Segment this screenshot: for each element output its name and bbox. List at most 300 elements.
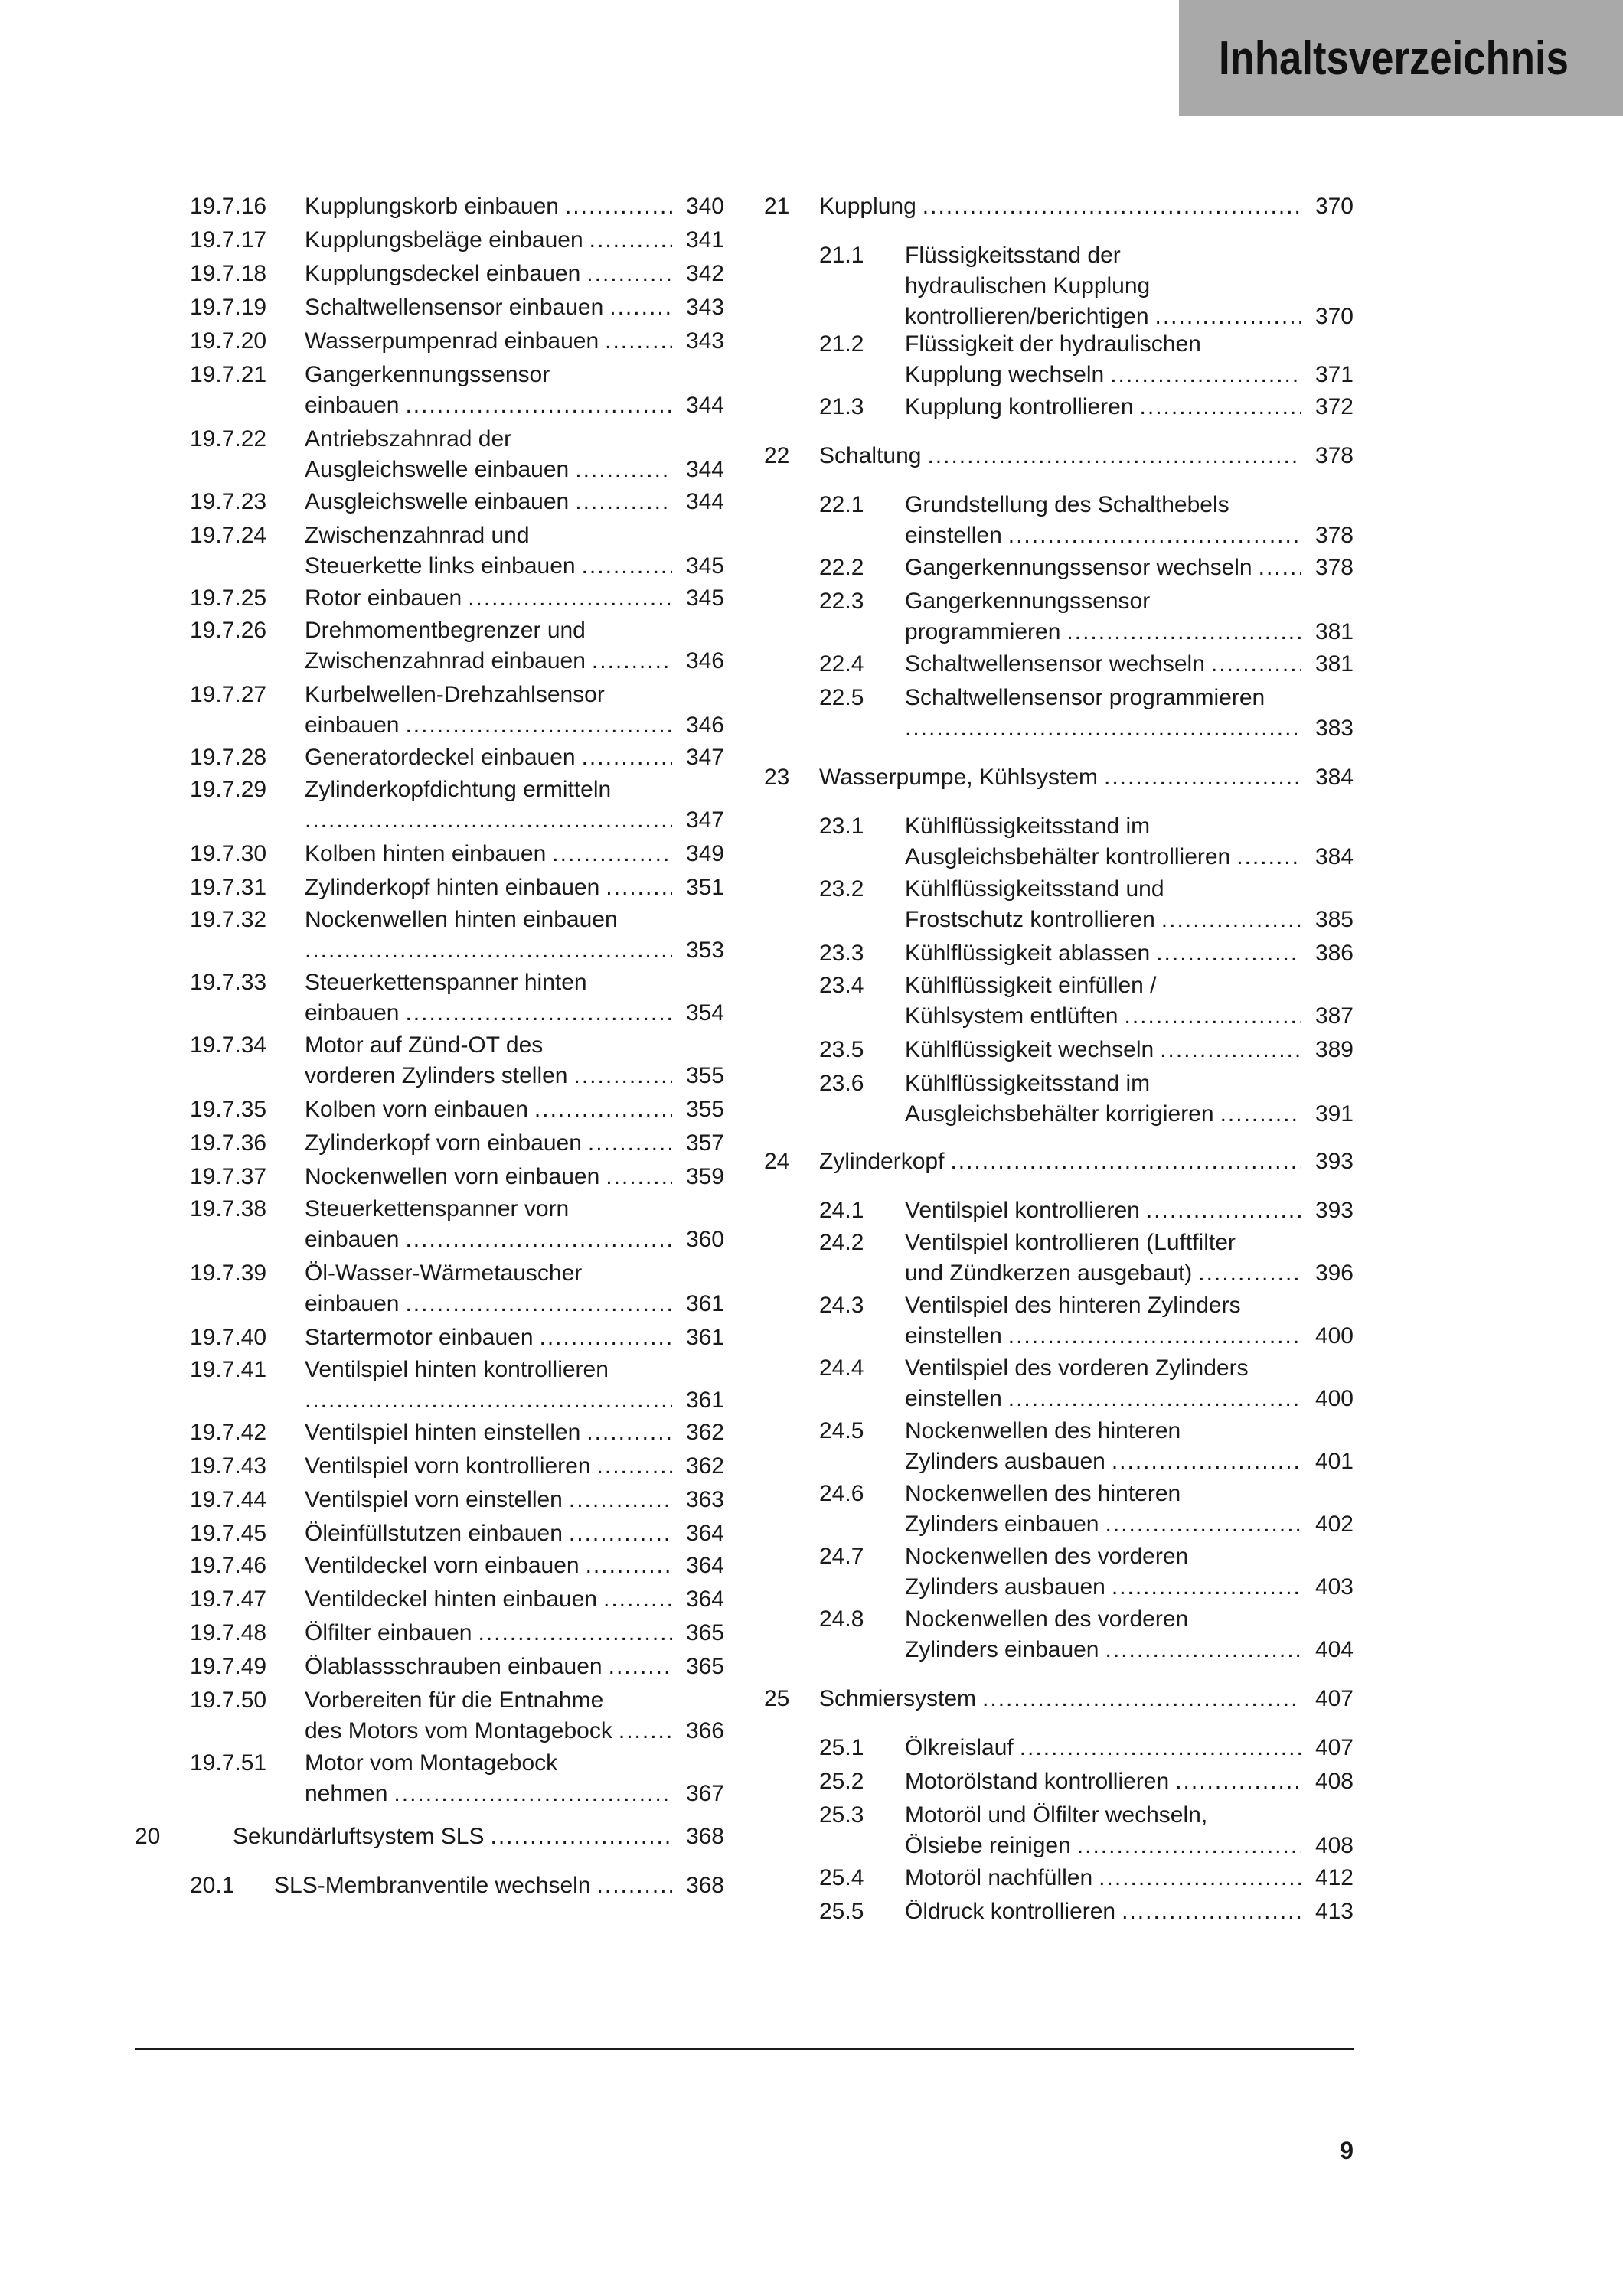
toc-entry-page: 368 — [685, 1824, 724, 1849]
toc-entry-number: 19.7.29 — [190, 777, 267, 802]
toc-leader-dots — [1112, 1446, 1301, 1477]
toc-entry-page: 386 — [1314, 941, 1354, 966]
toc-entry-page: 412 — [1314, 1865, 1354, 1890]
toc-entry-title-block — [305, 1485, 724, 1515]
toc-entry-title-block — [305, 1748, 724, 1809]
toc-entry-page: 367 — [685, 1781, 724, 1806]
toc-entry-line — [305, 1162, 724, 1192]
toc-entry-line — [305, 710, 724, 741]
toc-leader-dots — [1110, 360, 1301, 390]
toc-entry-title: Steuerkettenspanner vorn — [305, 1196, 570, 1221]
toc-entry-line — [305, 326, 724, 357]
toc-entry-title: Kühlflüssigkeit wechseln — [905, 1037, 1154, 1062]
toc-leader-dots — [927, 441, 1301, 471]
toc-entry-title: einbauen — [305, 393, 400, 418]
toc-entry-number: 22.5 — [819, 685, 864, 710]
toc-entry-number: 19.7.49 — [190, 1654, 267, 1679]
toc-entry-number: 21.1 — [819, 243, 864, 268]
toc-leader-dots — [565, 191, 672, 222]
toc-entry-line — [305, 1779, 724, 1809]
toc-entry-title-block — [905, 874, 1354, 935]
toc-leader-dots — [597, 1870, 672, 1901]
toc-entry-title-block — [305, 1584, 724, 1615]
toc-entry-title-block — [305, 905, 724, 966]
toc-leader-dots — [534, 1094, 672, 1125]
toc-entry-title-block — [905, 1541, 1354, 1603]
toc-entry-title: Generatordeckel einbauen — [305, 745, 576, 770]
toc-entry-line — [305, 390, 724, 421]
toc-entry-number: 22.2 — [819, 555, 864, 580]
toc-entry-page: 360 — [685, 1227, 724, 1252]
toc-leader-dots — [394, 1779, 672, 1809]
toc-entry-page: 345 — [685, 585, 724, 611]
toc-entry-title: Wasserpumpe, Kühlsystem — [819, 765, 1099, 790]
toc-entry-title: Ausgleichsbehälter kontrollieren — [905, 844, 1231, 869]
toc-leader-dots — [1077, 1831, 1301, 1861]
toc-entry-number: 19.7.47 — [190, 1587, 267, 1612]
toc-entry-line — [305, 615, 724, 646]
toc-entry-line — [905, 1863, 1354, 1893]
toc-entry-line — [305, 1194, 724, 1225]
toc-entry-title-block — [305, 292, 724, 323]
toc-entry-page: 343 — [685, 328, 724, 354]
toc-entry-number: 19.7.45 — [190, 1521, 267, 1546]
toc-entry-line — [905, 1321, 1354, 1352]
toc-entry-title: einstellen — [905, 1323, 1002, 1349]
toc-entry-page: 362 — [685, 1420, 724, 1445]
toc-entry-title-block — [905, 683, 1354, 744]
toc-entry-title-block — [305, 424, 724, 485]
toc-entry-page: 345 — [685, 553, 724, 579]
toc-entry-line — [905, 1001, 1354, 1032]
toc-entry-title-block — [905, 1604, 1354, 1665]
footer-rule — [135, 2048, 1354, 2050]
toc-entry-page: 384 — [1314, 844, 1354, 869]
toc-entry-page: 361 — [685, 1291, 724, 1316]
toc-entry-title-block — [305, 1128, 724, 1159]
toc-entry-line — [305, 259, 724, 289]
toc-entry-line — [305, 967, 724, 998]
toc-entry-number: 24.4 — [819, 1355, 864, 1381]
toc-entry-title: Zwischenzahnrad einbauen — [305, 648, 586, 673]
toc-entry-page: 408 — [1314, 1833, 1354, 1858]
toc-entry-title: Vorbereiten für die Entnahme — [305, 1688, 604, 1713]
toc-entry-number: 25.4 — [819, 1865, 864, 1890]
toc-entry-line — [905, 713, 1354, 744]
toc-entry-number: 19.7.36 — [190, 1130, 267, 1156]
toc-entry-line — [305, 742, 724, 773]
toc-entry-title: Ausgleichsbehälter korrigieren — [905, 1101, 1214, 1127]
toc-entry-number: 19.7.22 — [190, 426, 267, 452]
toc-entry-line — [305, 839, 724, 869]
toc-entry-number: 19.7.41 — [190, 1357, 267, 1382]
toc-entry-number: 23.1 — [819, 814, 864, 839]
toc-entry-page: 364 — [685, 1553, 724, 1578]
toc-entry-line — [305, 583, 724, 614]
toc-entry-page: 351 — [685, 875, 724, 900]
toc-entry-number: 19.7.35 — [190, 1097, 267, 1122]
toc-entry-number: 19.7.33 — [190, 970, 267, 995]
toc-entry-title: Kupplung — [819, 194, 916, 219]
toc-entry-line — [905, 1479, 1354, 1509]
toc-entry-number: 19.7.39 — [190, 1261, 267, 1286]
toc-entry-line — [305, 1652, 724, 1682]
toc-entry-line — [905, 649, 1354, 680]
toc-entry-line — [905, 240, 1354, 271]
toc-leader-dots — [305, 805, 672, 836]
toc-entry-page: 366 — [685, 1718, 724, 1743]
toc-entry-page: 362 — [685, 1453, 724, 1479]
toc-entry-page: 347 — [685, 745, 724, 770]
toc-leader-dots — [1124, 1001, 1301, 1032]
toc-leader-dots — [1122, 1896, 1301, 1927]
toc-entry-title-block — [305, 967, 724, 1029]
toc-entry-line — [305, 1385, 724, 1416]
toc-leader-dots — [592, 646, 672, 677]
toc-entry-title: Ventilspiel hinten kontrollieren — [305, 1357, 609, 1382]
toc-entry-number: 25.3 — [819, 1802, 864, 1828]
toc-entry-title-block — [305, 872, 724, 903]
toc-entry-title-block — [819, 191, 1354, 222]
toc-entry-title: Nockenwellen des hinteren — [905, 1418, 1181, 1443]
toc-entry-title: Nockenwellen hinten einbauen — [305, 907, 618, 932]
toc-entry-line — [305, 680, 724, 710]
toc-entry-line — [305, 998, 724, 1029]
toc-entry-line — [905, 360, 1354, 390]
toc-entry-title: Nockenwellen des hinteren — [905, 1481, 1181, 1506]
toc-leader-dots — [582, 742, 672, 773]
toc-entry-title-block — [819, 1684, 1354, 1714]
toc-entry-page: 393 — [1314, 1149, 1354, 1174]
toc-entry-line — [305, 292, 724, 323]
toc-entry-title-block — [305, 1551, 724, 1581]
toc-entry-title: Schaltwellensensor wechseln — [905, 651, 1205, 677]
toc-leader-dots — [950, 1146, 1301, 1177]
toc-entry-line — [305, 1128, 724, 1159]
toc-entry-title-block — [305, 1685, 724, 1746]
toc-entry-number: 25.2 — [819, 1769, 864, 1794]
toc-entry-title: Zylinders ausbauen — [905, 1449, 1105, 1474]
toc-entry-title-block — [905, 970, 1354, 1032]
toc-entry-title: Motoröl nachfüllen — [905, 1865, 1093, 1890]
toc-entry-number: 24.5 — [819, 1418, 864, 1443]
toc-entry-page: 363 — [685, 1487, 724, 1512]
toc-entry-line — [905, 1800, 1354, 1831]
toc-leader-dots — [540, 1322, 672, 1353]
toc-entry-number: 19.7.32 — [190, 907, 267, 932]
toc-entry-line — [819, 1684, 1354, 1714]
toc-entry-line — [819, 762, 1354, 793]
toc-entry-title: Zylinderkopfdichtung ermitteln — [305, 777, 612, 802]
toc-entry-number: 24.1 — [819, 1198, 864, 1223]
toc-entry-page: 361 — [685, 1388, 724, 1413]
toc-entry-title: Motor vom Montagebock — [305, 1750, 558, 1776]
toc-entry-page: 391 — [1314, 1101, 1354, 1127]
toc-entry-title: Antriebszahnrad der — [305, 426, 512, 452]
toc-entry-title: Ausgleichswelle einbauen — [305, 489, 570, 514]
toc-leader-dots — [569, 1485, 672, 1515]
toc-entry-page: 404 — [1314, 1637, 1354, 1662]
toc-entry-title: Kupplung wechseln — [905, 362, 1105, 387]
toc-entry-title: Gangerkennungssensor — [905, 589, 1151, 614]
toc-entry-title: Kühlsystem entlüften — [905, 1003, 1118, 1029]
toc-leader-dots — [1112, 1572, 1301, 1603]
toc-entry-line — [305, 360, 724, 390]
toc-entry-title: Kühlflüssigkeitsstand im — [905, 1071, 1151, 1096]
toc-entry-number: 22.3 — [819, 589, 864, 614]
toc-entry-line — [905, 1290, 1354, 1321]
toc-leader-dots — [586, 1551, 672, 1581]
toc-leader-dots — [1259, 553, 1301, 583]
toc-entry-title-block — [905, 1896, 1354, 1927]
toc-leader-dots — [1198, 1258, 1301, 1289]
toc-entry-title-block — [819, 1146, 1354, 1177]
toc-leader-dots — [606, 1162, 672, 1192]
toc-entry-line — [305, 905, 724, 935]
toc-entry-title: SLS-Membranventile wechseln — [274, 1873, 591, 1898]
toc-leader-dots — [1008, 1384, 1301, 1414]
toc-entry-number: 19.7.17 — [190, 227, 267, 253]
toc-entry-title-block — [305, 775, 724, 836]
toc-entry-title: Öldruck kontrollieren — [905, 1899, 1116, 1924]
toc-entry-line — [905, 905, 1354, 935]
toc-entry-line — [305, 775, 724, 805]
toc-entry-title: des Motors vom Montagebock — [305, 1718, 612, 1743]
toc-entry-title-block — [905, 240, 1354, 332]
toc-entry-line — [905, 586, 1354, 617]
toc-entry-number: 22.1 — [819, 492, 864, 517]
toc-entry-title: Kühlflüssigkeitsstand und — [905, 876, 1164, 902]
toc-entry-line — [905, 271, 1354, 302]
toc-entry-number: 19.7.16 — [190, 194, 267, 219]
toc-entry-page: 393 — [1314, 1198, 1354, 1223]
toc-entry-page: 385 — [1314, 907, 1354, 932]
toc-entry-title-block — [305, 1258, 724, 1319]
toc-entry-line — [905, 520, 1354, 551]
toc-entry-title-block — [305, 1652, 724, 1682]
toc-entry-title: Wasserpumpenrad einbauen — [305, 328, 599, 354]
toc-entry-number: 19.7.37 — [190, 1164, 267, 1189]
toc-entry-title: Kühlflüssigkeitsstand im — [905, 814, 1151, 839]
toc-leader-dots — [1140, 392, 1301, 422]
toc-entry-number: 23.5 — [819, 1037, 864, 1062]
toc-entry-title: Ventilspiel hinten einstellen — [305, 1420, 581, 1445]
toc-entry-page: 342 — [685, 261, 724, 286]
toc-entry-line — [905, 683, 1354, 713]
toc-entry-title-block — [305, 1322, 724, 1353]
toc-entry-title-block — [905, 553, 1354, 583]
toc-entry-line — [905, 938, 1354, 969]
toc-entry-title: Zylinders ausbauen — [905, 1574, 1105, 1600]
toc-entry-title: vorderen Zylinders stellen — [305, 1063, 568, 1088]
toc-entry-title: Frostschutz kontrollieren — [905, 907, 1155, 932]
toc-entry-title: Flüssigkeitsstand der — [905, 243, 1121, 268]
toc-entry-title: Ölablassschrauben einbauen — [305, 1654, 603, 1679]
toc-entry-page: 344 — [685, 457, 724, 482]
toc-entry-title: Drehmomentbegrenzer und — [305, 618, 586, 643]
toc-leader-dots — [575, 487, 672, 517]
toc-leader-dots — [586, 259, 672, 289]
toc-entry-page: 340 — [685, 194, 724, 219]
toc-entry-title-block — [305, 1094, 724, 1125]
toc-entry-title: Nockenwellen vorn einbauen — [305, 1164, 600, 1189]
toc-entry-title: Öl-Wasser-Wärmetauscher — [305, 1261, 583, 1286]
toc-entry-page: 354 — [685, 1000, 724, 1026]
toc-entry-page: 370 — [1314, 304, 1354, 329]
toc-entry-line — [905, 811, 1354, 842]
toc-entry-title-block — [905, 811, 1354, 872]
toc-entry-line — [905, 302, 1354, 332]
toc-entry-title: Kolben hinten einbauen — [305, 841, 547, 866]
toc-entry-page: 349 — [685, 841, 724, 866]
toc-entry-page: 384 — [1314, 765, 1354, 790]
toc-leader-dots — [1104, 762, 1301, 793]
toc-leader-dots — [905, 713, 1301, 744]
toc-entry-page: 355 — [685, 1097, 724, 1122]
toc-entry-page: 344 — [685, 393, 724, 418]
toc-entry-line — [905, 1509, 1354, 1540]
toc-entry-page: 403 — [1314, 1574, 1354, 1600]
toc-leader-dots — [582, 551, 672, 582]
toc-entry-title: Ölfilter einbauen — [305, 1620, 472, 1645]
toc-entry-line — [905, 1766, 1354, 1797]
toc-entry-page: 347 — [685, 807, 724, 833]
toc-entry-title: Ölkreislauf — [905, 1735, 1014, 1760]
toc-entry-title: Startermotor einbauen — [305, 1325, 534, 1350]
toc-entry-title: Ventilspiel des vorderen Zylinders — [905, 1355, 1249, 1381]
toc-entry-line — [905, 1035, 1354, 1065]
toc-entry-line — [905, 1099, 1354, 1130]
toc-entry-line — [305, 872, 724, 903]
toc-leader-dots — [405, 1289, 672, 1319]
toc-entry-title: Grundstellung des Schalthebels — [905, 492, 1229, 517]
toc-entry-title: Rotor einbauen — [305, 585, 462, 611]
toc-entry-title-block — [305, 615, 724, 677]
toc-leader-dots — [1105, 1509, 1302, 1540]
toc-entry-number: 19.7.24 — [190, 523, 267, 548]
toc-entry-page: 378 — [1314, 555, 1354, 580]
toc-entry-title-block — [905, 392, 1354, 422]
toc-entry-title: nehmen — [305, 1781, 388, 1806]
toc-entry-number: 25 — [764, 1686, 790, 1711]
toc-entry-page: 372 — [1314, 394, 1354, 419]
toc-entry-title-block — [905, 1800, 1354, 1861]
toc-entry-title-block — [305, 1030, 724, 1091]
toc-entry-line — [905, 1195, 1354, 1226]
toc-leader-dots — [1155, 302, 1301, 332]
toc-entry-page: 408 — [1314, 1769, 1354, 1794]
toc-entry-line — [305, 455, 724, 485]
toc-entry-title: programmieren — [905, 619, 1061, 644]
toc-entry-title-block — [305, 487, 724, 517]
toc-entry-page: 400 — [1314, 1323, 1354, 1349]
toc-entry-title: Schaltung — [819, 443, 922, 468]
toc-entry-title-block — [905, 1863, 1354, 1893]
toc-entry-title: einstellen — [905, 523, 1002, 548]
toc-entry-page: 353 — [685, 938, 724, 963]
toc-entry-number: 20 — [135, 1824, 161, 1849]
toc-entry-title: Kurbelwellen-Drehzahlsensor — [305, 682, 605, 707]
toc-entry-page: 346 — [685, 648, 724, 673]
toc-entry-title-block — [905, 1416, 1354, 1477]
toc-entry-title-block — [905, 586, 1354, 647]
toc-entry-title: Ventildeckel hinten einbauen — [305, 1587, 597, 1612]
toc-entry-page: 371 — [1314, 362, 1354, 387]
toc-entry-title: einstellen — [905, 1386, 1002, 1411]
toc-entry-page: 396 — [1314, 1261, 1354, 1286]
toc-entry-line — [305, 805, 724, 836]
toc-entry-number: 19.7.26 — [190, 618, 267, 643]
toc-entry-line — [305, 1485, 724, 1515]
toc-entry-number: 23.2 — [819, 876, 864, 902]
toc-entry-page: 407 — [1314, 1686, 1354, 1711]
toc-entry-number: 25.1 — [819, 1735, 864, 1760]
toc-entry-line — [305, 1030, 724, 1061]
toc-entry-title: Zylinders einbauen — [905, 1637, 1099, 1662]
toc-entry-title: kontrollieren/berichtigen — [905, 304, 1149, 329]
toc-entry-number: 19.7.50 — [190, 1688, 267, 1713]
toc-entry-line — [305, 1551, 724, 1581]
toc-entry-page: 383 — [1314, 716, 1354, 741]
toc-entry-title: Nockenwellen des vorderen — [905, 1544, 1189, 1569]
toc-leader-dots — [619, 1716, 672, 1746]
toc-entry-line — [905, 1228, 1354, 1258]
toc-entry-line — [819, 441, 1354, 471]
toc-entry-title: Motorölstand kontrollieren — [905, 1769, 1170, 1794]
toc-entry-title-block — [305, 259, 724, 289]
toc-entry-number: 19.7.27 — [190, 682, 267, 707]
toc-entry-title-block — [905, 1353, 1354, 1414]
toc-entry-title-block — [905, 649, 1354, 680]
toc-entry-title: Kupplungskorb einbauen — [305, 194, 559, 219]
toc-leader-dots — [305, 935, 672, 966]
toc-entry-number: 19.7.21 — [190, 362, 267, 387]
toc-entry-number: 19.7.42 — [190, 1420, 267, 1445]
toc-entry-line — [905, 490, 1354, 520]
toc-entry-page: 357 — [685, 1130, 724, 1156]
toc-entry-title-block — [905, 1228, 1354, 1289]
toc-leader-dots — [1160, 1035, 1301, 1065]
toc-entry-number: 23.4 — [819, 973, 864, 998]
toc-entry-line — [905, 1416, 1354, 1446]
toc-entry-title: Ventilspiel des hinteren Zylinders — [905, 1293, 1241, 1318]
toc-entry-page: 400 — [1314, 1386, 1354, 1411]
toc-entry-title: Zylinders einbauen — [905, 1512, 1099, 1537]
toc-entry-number: 19.7.25 — [190, 585, 267, 611]
toc-entry-line — [305, 1748, 724, 1779]
toc-leader-dots — [405, 710, 672, 741]
toc-entry-line — [305, 487, 724, 517]
toc-entry-line — [905, 329, 1354, 360]
toc-leader-dots — [575, 455, 672, 485]
toc-leader-dots — [606, 872, 672, 903]
toc-entry-number: 23.6 — [819, 1071, 864, 1096]
toc-entry-line — [305, 191, 724, 222]
toc-entry-title: einbauen — [305, 1000, 400, 1026]
toc-leader-dots — [589, 225, 672, 256]
section-title: Inhaltsverzeichnis — [1219, 31, 1569, 85]
toc-entry-title: Zylinderkopf hinten einbauen — [305, 875, 600, 900]
toc-entry-title: Schmiersystem — [819, 1686, 977, 1711]
toc-entry-title-block — [305, 583, 724, 614]
toc-leader-dots — [609, 1652, 672, 1682]
toc-entry-title: Ventilspiel vorn kontrollieren — [305, 1453, 591, 1479]
toc-entry-line — [905, 1258, 1354, 1289]
toc-leader-dots — [1008, 520, 1301, 551]
toc-entry-line — [905, 970, 1354, 1001]
toc-leader-dots — [405, 390, 672, 421]
toc-entry-page: 378 — [1314, 523, 1354, 548]
